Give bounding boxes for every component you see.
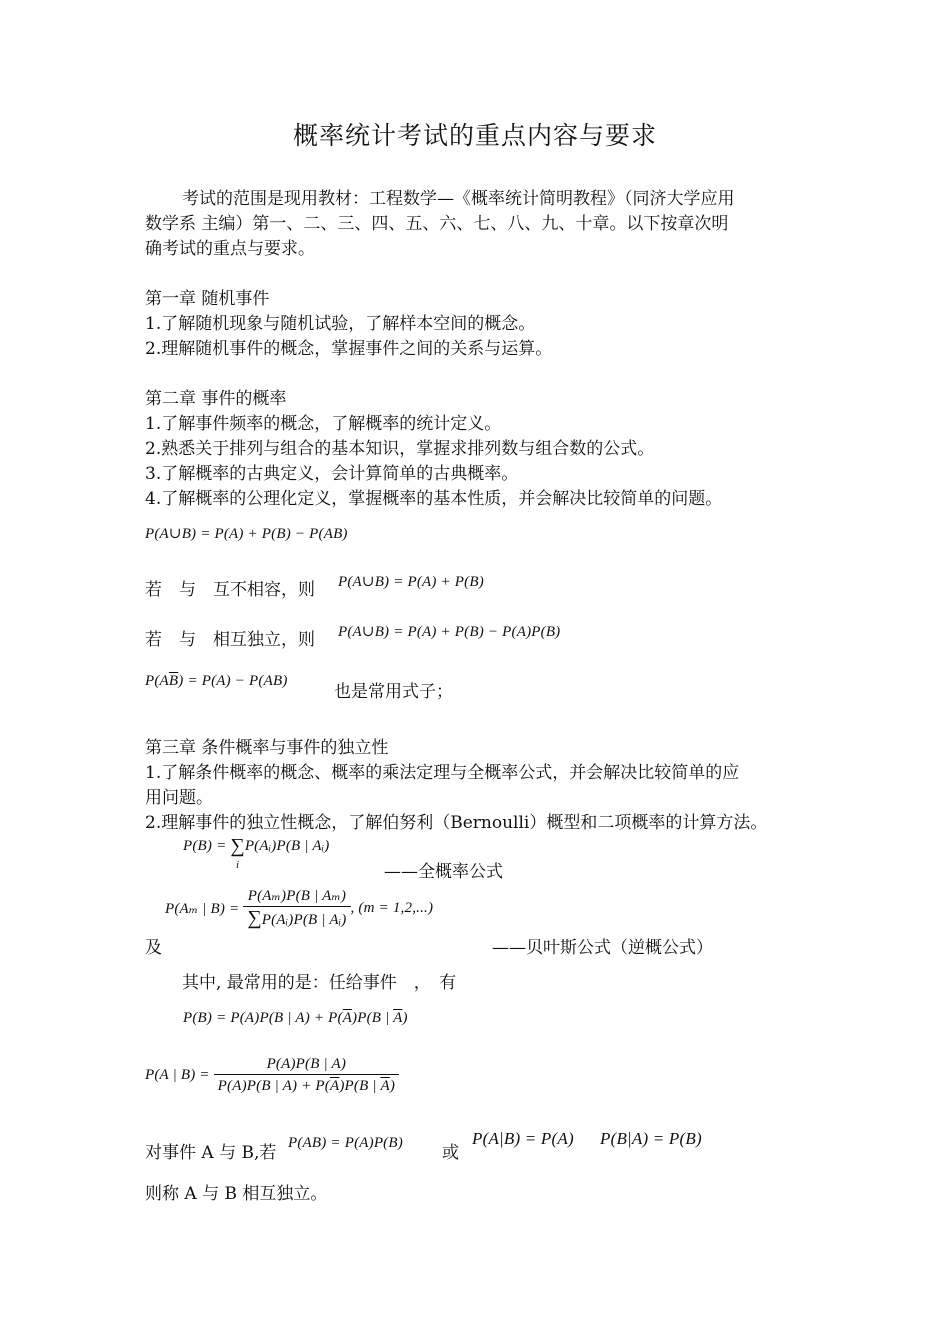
formula-total-probability: P(B) = ∑ iP(Aᵢ)P(B | Aᵢ) xyxy=(183,835,330,871)
chapter-1-item: 2.理解随机事件的概念，掌握事件之间的关系与运算。 xyxy=(145,339,553,359)
chapter-3-item: 2.理解事件的独立性概念，了解伯努利（Bernoulli）概型和二项概率的计算方法。 xyxy=(145,813,768,833)
chapter-3-item: 1.了解条件概率的概念、概率的乘法定理与全概率公式，并会解决比较简单的应 xyxy=(145,763,740,783)
formula-difference: $P(A\overline{B}) = P(A) - P(AB)$ xyxy=(145,673,288,689)
independence-condition-text: 对事件 A 与 B,若 xyxy=(145,1143,277,1163)
formula-exclusive: P(A∪B) = P(A) + P(B) xyxy=(338,574,484,590)
formula-independent-union: P(A∪B) = P(A) + P(B) − P(A)P(B) xyxy=(338,624,561,640)
bayes-label: ——贝叶斯公式（逆概公式） xyxy=(492,938,713,958)
and-text: 及 xyxy=(145,938,162,958)
chapter-2-item: 1.了解事件频率的概念，了解概率的统计定义。 xyxy=(145,414,502,434)
formula-independence: P(AB) = P(A)P(B) xyxy=(288,1135,403,1151)
intro-line-2: 数学系 主编）第一、二、三、四、五、六、七、八、九、十章。以下按章次明 xyxy=(145,214,729,234)
chapter-2-item: 4.了解概率的公理化定义，掌握概率的基本性质，并会解决比较简单的问题。 xyxy=(145,489,723,509)
page-title: 概率统计考试的重点内容与要求 xyxy=(292,121,657,150)
chapter-2-heading: 第二章 事件的概率 xyxy=(145,389,287,409)
chapter-1-heading: 第一章 随机事件 xyxy=(145,289,270,309)
chapter-1-item: 1.了解随机现象与随机试验，了解样本空间的概念。 xyxy=(145,314,536,334)
chapter-3-heading: 第三章 条件概率与事件的独立性 xyxy=(145,738,389,758)
independent-condition-text: 若 与 相互独立，则 xyxy=(145,630,315,650)
formula-conditional-a: P(A|B) = P(A) xyxy=(472,1129,574,1148)
formula-total-probability-two: P(B) = P(A)P(B | $A) + P(\overline{A})P(B$ | $\overline{A}$) xyxy=(183,1010,408,1026)
exclusive-condition-text: 若 与 互不相容，则 xyxy=(145,580,315,600)
formula-addition-rule: P(A∪B) = P(A) + P(B) − P(AB) xyxy=(145,526,348,542)
chapter-3-item-cont: 用问题。 xyxy=(145,788,213,808)
formula-bayes-two: P(A | B) = $\frac{P(A)P(B | A)}{P(A)P(B | A) + P(\overline{A})P(B | \overline{A})}$ xyxy=(145,1054,399,1097)
or-text: 或 xyxy=(442,1143,459,1163)
common-formula-note: 也是常用式子； xyxy=(334,682,453,702)
formula-bayes: P(Aₘ | B) = $\frac{\text{P(Aₘ)P(B | Aₘ)}}{\text{∑P(Aᵢ)P(B | Aᵢ)}}$ , (m = 1,2,...) xyxy=(165,888,434,929)
total-probability-label: ——全概率公式 xyxy=(384,862,503,882)
formula-conditional-b: P(B|A) = P(B) xyxy=(600,1129,702,1148)
intro-line-1: 考试的范围是现用教材：工程数学—《概率统计简明教程》（同济大学应用 xyxy=(182,189,735,209)
chapter-2-item: 2.熟悉关于排列与组合的基本知识，掌握求排列数与组合数的公式。 xyxy=(145,439,655,459)
independence-conclusion: 则称 A 与 B 相互独立。 xyxy=(145,1184,328,1204)
intro-line-3: 确考试的重点与要求。 xyxy=(145,239,315,259)
chapter-2-item: 3.了解概率的古典定义，会计算简单的古典概率。 xyxy=(145,464,519,484)
common-use-text: 其中, 最常用的是：任给事件 ， 有 xyxy=(182,973,457,993)
